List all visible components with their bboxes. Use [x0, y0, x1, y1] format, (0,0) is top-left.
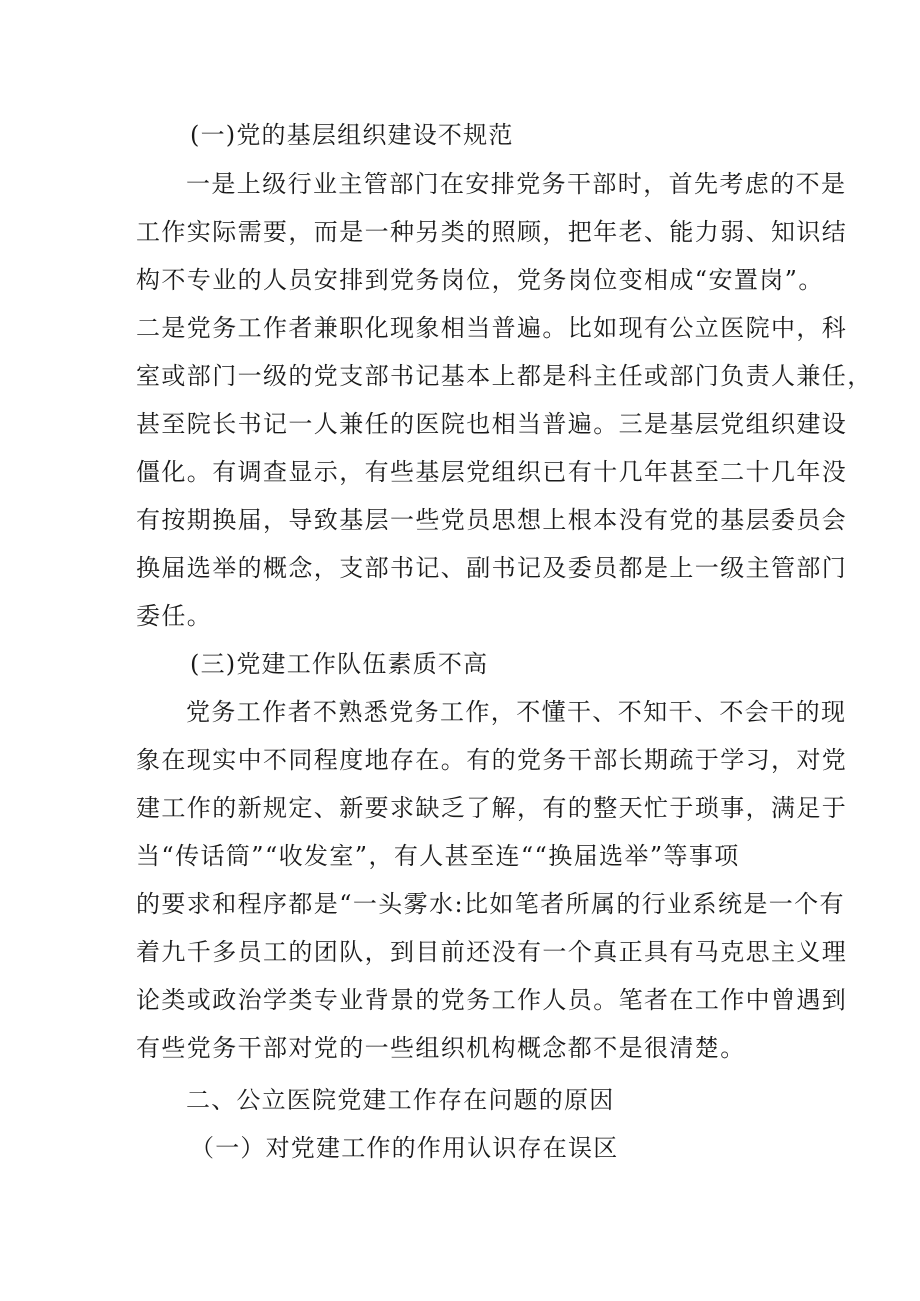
paragraph-line: 僵化。有调查显示，有些基层党组织已有十几年甚至二十几年没: [136, 458, 848, 486]
paragraph-line: 二是党务工作者兼职化现象相当普遍。比如现有公立医院中，科: [136, 314, 848, 342]
paragraph-line: 构不专业的人员安排到党务岗位，党务岗位变相成“安置岗”。: [136, 266, 824, 294]
paragraph-line: 委任。: [136, 602, 213, 630]
paragraph-line: 有按期换届，导致基层一些党员思想上根本没有党的基层委员会: [136, 506, 848, 534]
paragraph-line: 的要求和程序都是“一头雾水:比如笔者所属的行业系统是一个有: [136, 890, 845, 918]
paragraph-line: 着九千多员工的团队，到目前还没有一个真正具有马克思主义理: [136, 938, 848, 966]
section-heading: （一）对党建工作的作用认识存在误区: [190, 1134, 619, 1162]
paragraph-line: 一是上级行业主管部门在安排党务干部时，首先考虑的不是: [186, 170, 847, 198]
paragraph-line: 论类或政治学类专业背景的党务工作人员。笔者在工作中曾遇到: [136, 986, 848, 1014]
paragraph-line: 当“传话筒”“收发室”，有人甚至连““换届选举”等事项: [136, 842, 740, 870]
paragraph-line: 甚至院长书记一人兼任的医院也相当普遍。三是基层党组织建设: [136, 410, 848, 438]
section-heading: (一)党的基层组织建设不规范: [190, 121, 514, 149]
paragraph-line: 换届选举的概念，支部书记、副书记及委员都是上一级主管部门: [136, 554, 848, 582]
paragraph-line: 有些党务干部对党的一些组织机构概念都不是很清楚。: [136, 1034, 746, 1062]
chapter-heading: 二、公立医院党建工作存在问题的原因: [186, 1086, 615, 1114]
paragraph-line: 象在现实中不同程度地存在。有的党务干部长期疏于学习，对党: [136, 746, 848, 774]
paragraph-line: 党务工作者不熟悉党务工作，不懂干、不知干、不会干的现: [186, 698, 847, 726]
paragraph-line: 建工作的新规定、新要求缺乏了解，有的整天忙于琐事，满足于: [136, 794, 848, 822]
section-heading: (三)党建工作队伍素质不高: [190, 650, 489, 678]
paragraph-line: 室或部门一级的党支部书记基本上都是科主任或部门负责人兼任，: [136, 362, 873, 390]
paragraph-line: 工作实际需要，而是一种另类的照顾，把年老、能力弱、知识结: [136, 218, 848, 246]
